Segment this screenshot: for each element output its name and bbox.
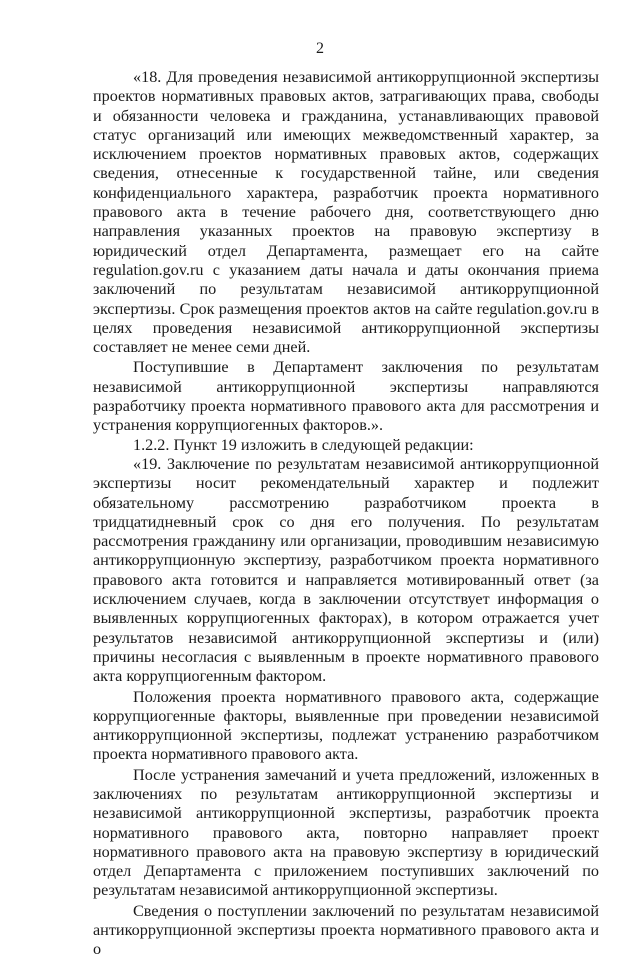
page-number: 2 (316, 40, 324, 57)
paragraph-18-conclusions: Поступившие в Департамент заключения по результатам независимой антикоррупционной экспертизы направляются разработчику проекта нормативного правового акта для рассмотрения и устранения коррупциогенных факторов.». (93, 358, 599, 435)
paragraph-19-information: Сведения о поступлении заключений по результатам независимой антикоррупционной экспертизы проекта нормативного правового акта и о (93, 901, 599, 959)
paragraph-amendment-1-2-2: 1.2.2. Пункт 19 изложить в следующей редакции: (133, 435, 474, 454)
document-body (93, 68, 599, 960)
paragraph-19-after-elimination: После устранения замечаний и учета предложений, изложенных в заключениях по результатам антикоррупционной экспертизы и независимой антикоррупционной экспертизы, разработчик проекта нормативного правового акта, повторно направляет проект нормативного правового акта на правовую экспертизу в юридический отдел Департамента с приложением поступивших заключений по результатам независимой антикоррупционной экспертизы. (93, 765, 599, 900)
paragraph-18: «18. Для проведения независимой антикоррупционной экспертизы проектов нормативных правовых актов, затрагивающих права, свободы и обязанности человека и гражданина, устанавливающих правовой статус организаций или имеющих межведомственный характер, за исключением проектов нормативных правовых актов, содержащих сведения, отнесенные к государственной тайне, или сведения конфиденциального характера, разработчик проекта нормативного правового акта в течение рабочего дня, соответствующего дню направления указанных проектов на правовую экспертизу в юридический отдел Департамента, размещает его на сайте regulation.gov.ru с указанием даты начала и даты окончания приема заключений по результатам независимой антикоррупционной экспертизы. Срок размещения проектов актов на сайте regulation.gov.ru в целях проведения независимой антикоррупционной экспертизы составляет не менее семи дней. (93, 68, 599, 357)
paragraph-19-provisions: Положения проекта нормативного правового акта, содержащие коррупциогенные факторы, выявленные при проведении независимой антикоррупционной экспертизы, подлежат устранению разработчиком проекта нормативного правового акта. (93, 687, 599, 764)
paragraph-19: «19. Заключение по результатам независимой антикоррупционной экспертизы носит рекомендательный характер и подлежит обязательному рассмотрению разработчиком проекта в тридцатидневный срок со дня его получения. По результатам рассмотрения гражданину или организации, проводившим независимую антикоррупционную экспертизу, разработчиком проекта нормативного правового акта готовится и направляется мотивированный ответ (за исключением случаев, когда в заключении отсутствует информация о выявленных коррупциогенных факторах), в котором отражается учет результатов независимой антикоррупционной экспертизы и (или) причины несогласия с выявленным в проекте нормативного правового акта коррупциогенным фактором. (93, 454, 599, 686)
